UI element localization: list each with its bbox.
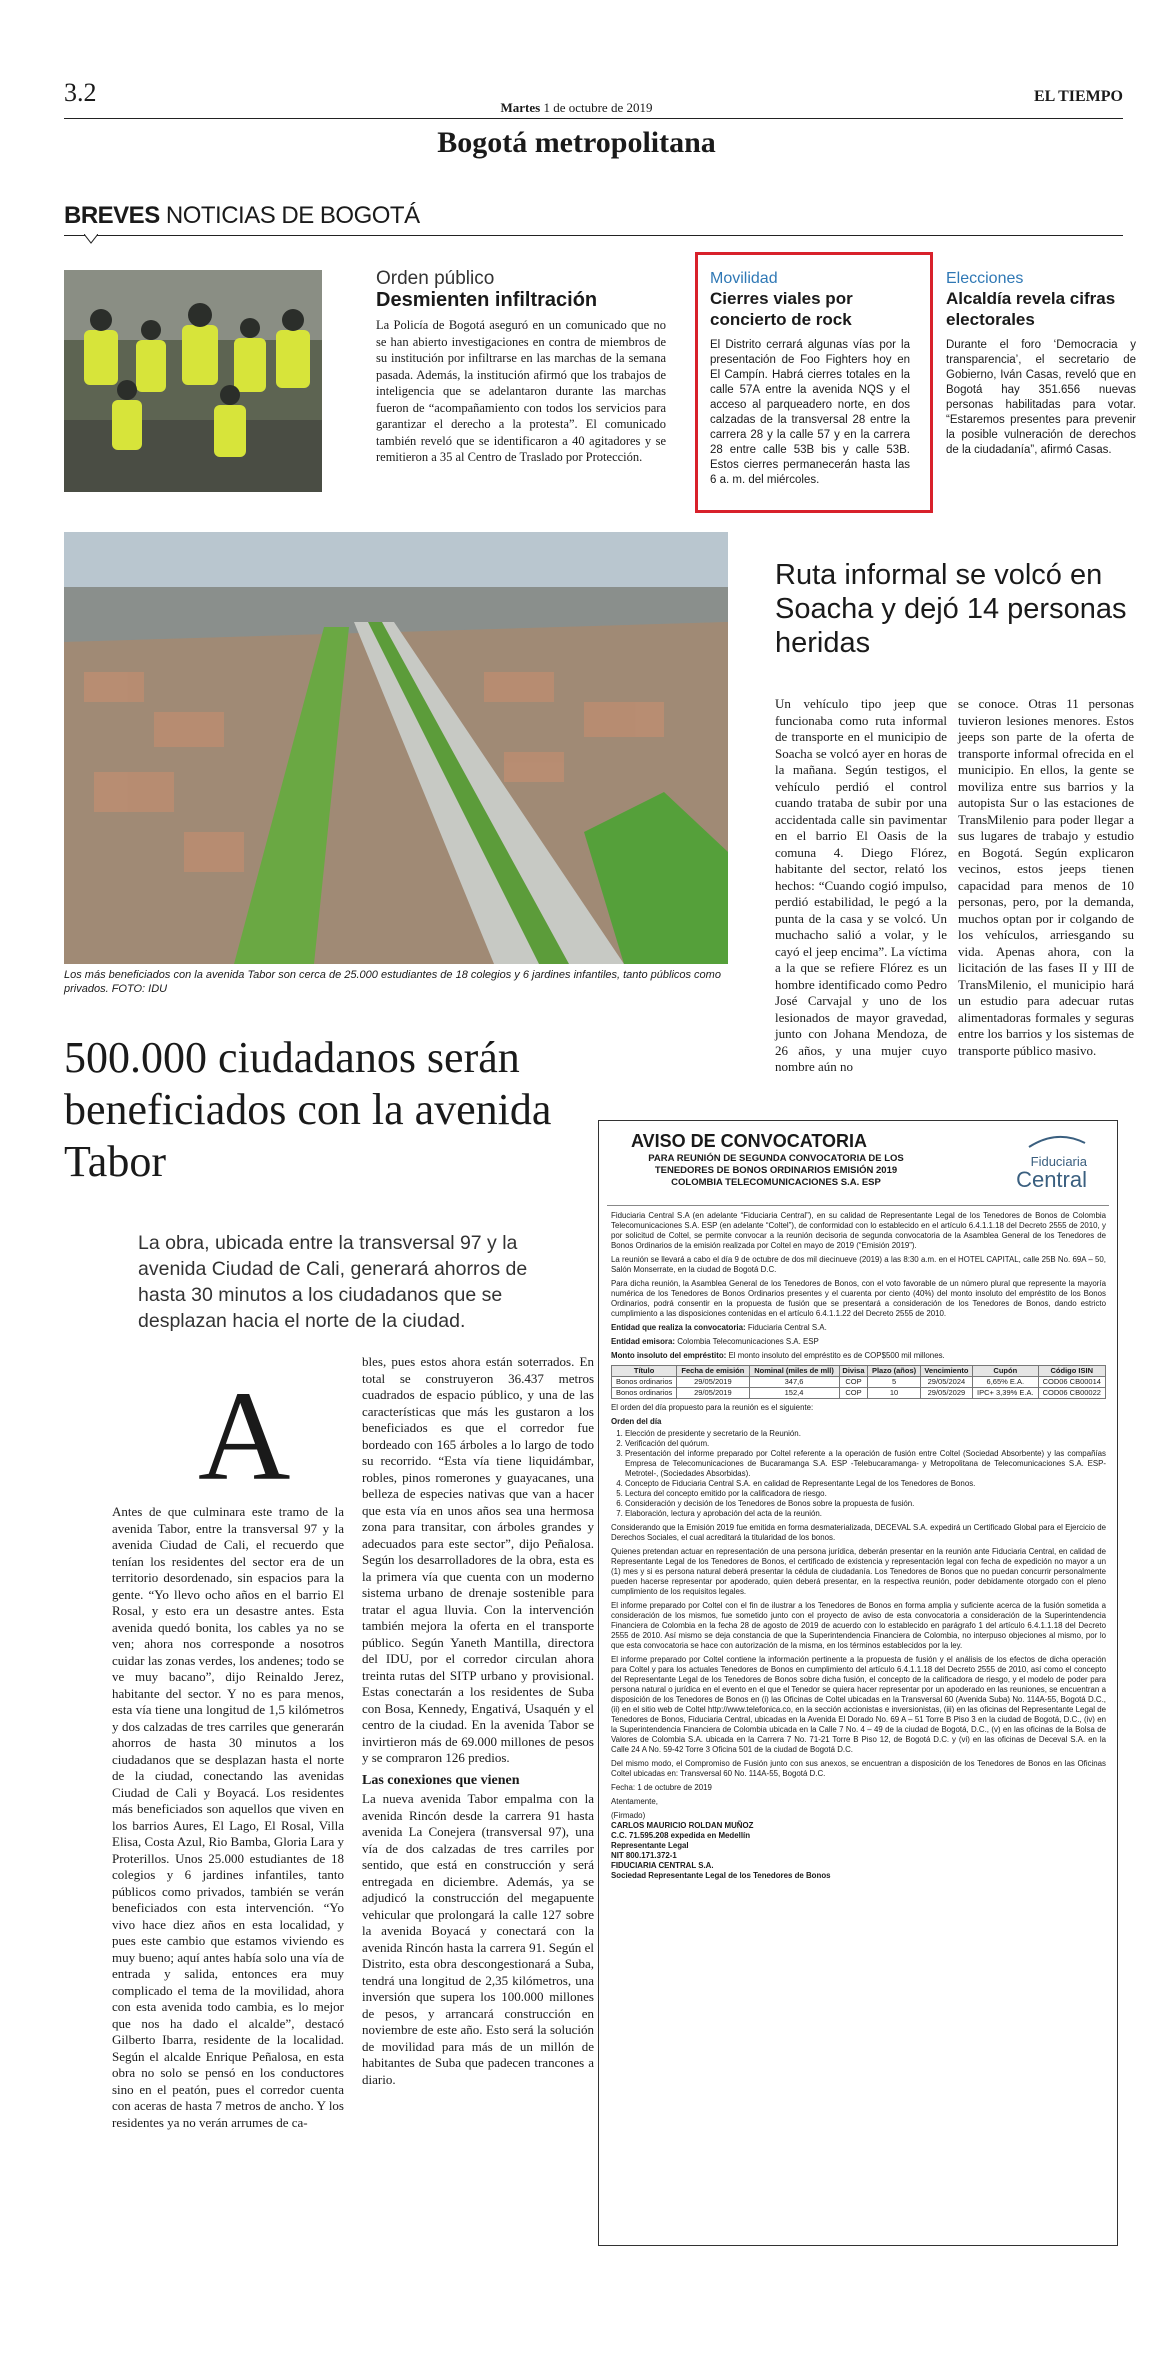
header-rule — [64, 118, 1123, 119]
ad-date: Fecha: 1 de octubre de 2019 — [611, 1783, 712, 1792]
briefs-heading-bold: BREVES — [64, 202, 160, 229]
brief-title: Cierres viales por concierto de rock — [710, 289, 853, 329]
table-cell: 5 — [868, 1377, 920, 1388]
ad-issuer — [611, 1337, 1106, 1347]
ad-nit: NIT 800.171.372-1 — [611, 1851, 677, 1860]
agenda-item: 5. Lectura del concepto emitido por la calificadora de riesgo. — [625, 1489, 1106, 1499]
table-cell: Bonos ordinarios — [612, 1388, 677, 1399]
tabor-subheading: Las conexiones que vienen — [362, 1772, 520, 1788]
agenda-intro: El orden del día propuesto para la reunión es el siguiente: — [611, 1403, 814, 1412]
brief-elections — [946, 270, 1136, 458]
ad-role: Representante Legal — [611, 1841, 689, 1850]
ad-subtitle: PARA REUNIÓN DE SEGUNDA CONVOCATORIA DE LOS TENEDORES DE BONOS ORDINARIOS EMISIÓN 2019 COLOMBIA TELECOMUNICACIONES S.A. ESP — [648, 1153, 904, 1188]
tabor-column-2 — [362, 1354, 594, 2088]
brief-category: Orden público — [376, 268, 495, 289]
date-weekday: Martes — [500, 100, 541, 115]
table-cell: 10 — [868, 1388, 920, 1399]
ad-company: FIDUCIARIA CENTRAL S.A. — [611, 1861, 714, 1870]
table-cell: 347,6 — [749, 1377, 839, 1388]
avenida-tabor-photo — [64, 532, 728, 964]
agenda-item: 6. Consideración y decisión de los Tenedores de Bonos sobre la propuesta de fusión. — [625, 1499, 1106, 1509]
police-photo — [64, 270, 322, 492]
ad-paragraph: Quienes pretendan actuar en representación de una persona jurídica, deberán presentar en la reunión ante Fiduciaria Central, en calidad de Representante Legal de los Tenedores de Bonos, el certificado de existencia y representación legal con fecha de expedición no mayor a un (1) mes y si es persona natural deberá presentar la cédula de ciudadanía. Los Tenedores de Bonos que no puedan concurrir personalmente pueden hacerse representar por apoderado, quien deberá presentar, en la respectiva reunión, poder debidamente otorgado con el pleno cumplimiento de los requisitos legales. — [611, 1547, 1106, 1596]
ad-company-role: Sociedad Representante Legal de los Tenedores de Bonos — [611, 1871, 831, 1880]
table-cell: COD06 CB00014 — [1038, 1377, 1105, 1388]
table-header: Fecha de emisión — [677, 1366, 749, 1377]
ad-paragraph: Fiduciaria Central S.A (en adelante “Fiduciaria Central”), en su calidad de Representante Legal de los Tenedores de Bonos de Colombia Telecomunicaciones S.A. ESP (en adelante “Coltel”), de conformidad con lo establecido en el artículo 6.4.1.1.18 del Decreto 2555 de 2010, y por solicitud de Coltel, se permite convocar a la reunión decisoria de segunda convocatoria de la Asamblea General de los Tenedores de Bonos Ordinarios de la emisión realizada por Coltel en mayo de 2019 (“Emisión 2019”). — [611, 1211, 1106, 1250]
table-cell: 29/05/2019 — [677, 1388, 749, 1399]
issuer-label: Entidad emisora: — [611, 1337, 676, 1346]
soacha-column-2: se conoce. Otras 11 personas tuvieron lesiones menores. Estos jeeps son parte de la oferta de transporte informal ofrecida en el municipio. En ellos, la gente se moviliza entre sus barrios y la autopista Sur o las estaciones de TransMilenio para poder llegar a sus lugares de trabajo y estudio en Bogotá. Según explicaron vecinos, estos jeeps tienen capacidad para menos de 10 personas, pero, por la demanda, muchos optan por ir colgando de los vehículos, arriesgando su vida. Apenas ahora, con la licitación de las fases II y III de TransMilenio, el municipio hará un estudio para adecuar rutas alimentadoras formales y seguras entre los barrios y los sistemas de transporte público masivo. — [958, 696, 1134, 1058]
brief-body: Durante el foro ‘Democracia y transparencia’, el secretario de Gobierno, Iván Casas, reveló que en Bogotá hay 351.656 nuevas personas habilitadas para votar. “Estaremos presentes para prevenir la posible vulneración de derechos de la ciudadanía”, afirmó Casas. — [946, 339, 1136, 456]
bond-table — [611, 1365, 1106, 1399]
ad-rule — [607, 1205, 1109, 1206]
briefs-heading — [64, 202, 420, 230]
table-header: Divisa — [839, 1366, 868, 1377]
amount-value: El monto insoluto del empréstito es de COP$500 mil millones. — [728, 1351, 945, 1360]
agenda-item: 2. Verificación del quórum. — [625, 1439, 1106, 1449]
brief-body: El Distrito cerrará algunas vías por la presentación de Foo Fighters hoy en El Campín. Habrá cierres totales en la calle 57A entre la avenida NQS y el acceso al parqueadero norte, en dos calzadas de la transversal 28 entre la carrera 28 y la calle 57 y en la carrera 28 entre calle 53B bis y calle 53B. Estos cierres permanecerán hasta las 6 a. m. del miércoles. — [710, 339, 910, 486]
table-cell: 6,65% E.A. — [973, 1377, 1038, 1388]
table-row — [612, 1377, 1106, 1388]
brief-title: Desmienten infiltración — [376, 289, 598, 311]
ad-signed: (Firmado) — [611, 1811, 646, 1820]
table-cell: COD06 CB00022 — [1038, 1388, 1105, 1399]
table-header: Código ISIN — [1038, 1366, 1105, 1377]
table-header: Título — [612, 1366, 677, 1377]
ad-paragraph: La reunión se llevará a cabo el día 9 de octubre de dos mil diecinueve (2019) a las 8:30 a.m. en el HOTEL CAPITAL, calle 25B No. 69A – 50, Salón Monserrate, en la ciudad de Bogotá D.C. — [611, 1255, 1106, 1274]
table-cell: 29/05/2019 — [677, 1377, 749, 1388]
table-header-row — [612, 1366, 1106, 1377]
soacha-headline: Ruta informal se volcó en Soacha y dejó 14 personas heridas — [775, 559, 1127, 659]
ad-title: AVISO DE CONVOCATORIA — [631, 1131, 868, 1151]
briefs-notch — [84, 234, 98, 244]
ad-paragraph: Para dicha reunión, la Asamblea General de los Tenedores de Bonos, con el voto favorable de un número plural que represente la mayoría numérica de los Tenedores de Bonos Ordinarios presentes y el cuarenta por ciento (40%) del monto insoluto del empréstito de los Bonos Ordinarios, podrá consentir en la propuesta de fusión que se presentará a consideración de los Tenedores de Bonos, dando estricto cumplimiento a las disposiciones contenidas en el artículo 6.4.1.1.22 del Decreto 2555 de 2010. — [611, 1279, 1106, 1318]
ad-body — [611, 1211, 1106, 1881]
ad-paragraph: Del mismo modo, el Compromiso de Fusión junto con sus anexos, se encuentran a disposición de los Tenedores de Bonos en las Oficinas Coltel ubicadas en: Transversal 60 No. 114A-55, Bogotá D.C. — [611, 1759, 1106, 1778]
table-header: Nominal (miles de mll) — [749, 1366, 839, 1377]
brief-category: Movilidad — [710, 270, 778, 287]
ad-signer: CARLOS MAURICIO ROLDAN MUÑOZ — [611, 1821, 754, 1830]
table-cell: COP — [839, 1377, 868, 1388]
entity-label: Entidad que realiza la convocatoria: — [611, 1323, 746, 1332]
page-number: 3.2 — [64, 78, 97, 107]
tabor-column-1: Antes de que culminara este tramo de la avenida Tabor, entre la transversal 97 y la avenida Ciudad de Cali, el recuerdo que tenían los residentes del sector era de un territorio desordenado, sin espacios para la gente. “Yo llevo ocho años en el barrio El Rosal, y esto era un desastre antes. Esta avenida quedó bonita, los cables ya no se ven; ahora nos corresponde a nosotros cuidar las zonas verdes, los andenes; todo se ve muy bacano”, dijo Reinaldo Jerez, habitante del sector. Y no es para menos, esta vía tiene una longitud de 1,5 kilómetros y dos calzadas de tres carriles que generarán ahorros de hasta 30 minutos a los ciudadanos que se desplazan hasta el norte de la ciudad, conectando las avenidas Ciudad de Cali y Boyacá. Los residentes más beneficiados son aquellos que viven en los barrios Aures, El Lago, El Rosal, Villa Elisa, Costa Azul, Rio Bamba, Gloria Lara y Proterillos. Unos 25.000 estudiantes de 18 colegios y 6 jardines infantiles, tanto públicos como privados, también se verán beneficiados con esta intervención. “Yo vivo hace diez años en esta localidad, y pues este cambio que estamos viviendo es muy bueno; aquí antes había solo una vía de entrada y salida, entonces era muy complicado el tema de la movilidad, ahora con esta avenida todo cambia, es lo mejor que nos ha dado el alcalde”, destacó Gilberto Ibarra, residente de la localidad. Según el alcalde Enrique Peñalosa, en esta obra no solo se pensó en los conductores sino en el peatón, pues el corredor cuenta con aceras de hasta 7 metros de ancho. Y los residentes ya no verán arrumes de ca- — [112, 1504, 344, 2130]
agenda-item: 4. Concepto de Fiduciaria Central S.A. en calidad de Representante Legal de los Tenedores de Bonos. — [625, 1479, 1106, 1489]
table-cell: COP — [839, 1388, 868, 1399]
agenda-title: Orden del día — [611, 1417, 662, 1426]
fiduciaria-logo — [997, 1135, 1087, 1191]
table-cell: IPC+ 3,39% E.A. — [973, 1388, 1038, 1399]
issuer-value: Colombia Telecomunicaciones S.A. ESP — [677, 1337, 819, 1346]
tabor-lead: La obra, ubicada entre la transversal 97 y la avenida Ciudad de Cali, generará ahorros de hasta 30 minutos a los ciudadanos que se desplazan hacia el norte de la ciudad. — [138, 1232, 528, 1332]
brief-body: La Policía de Bogotá aseguró en un comunicado que no se han abierto investigaciones en contra de miembros de su institución por infiltrarse en las marchas de la semana pasada. Además, la institución afirmó que los trabajos de inteligencia que se adelantaron durante las marchas fueron de “acompañamiento con todos los servicios para garantizar el derecho a la protesta”. El comunicado también reveló que se identificaron a 40 agitadores y se remitieron a 35 al Centro de Traslado por Protección. — [376, 318, 666, 464]
ad-signer-id: C.C. 71.595.208 expedida en Medellín — [611, 1831, 751, 1840]
ad-paragraph: El informe preparado por Coltel con el fin de ilustrar a los Tenedores de Bonos en forma amplia y suficiente acerca de la fusión sometida a consideración de los mismos, fue sometido junto con el proyecto de aviso de esta convocatoria a consideración de la Superintendencia Financiera de Colombia en la fecha 28 de agosto de 2019 de acuerdo con lo establecido en parágrafo 1 del artículo 6.4.1.1.18 del Decreto 2555 de 2010. Así mismo se deja constancia de que la Superintendencia Financiera de Colombia, no interpuso objeciones al mismo, por lo que esta convocatoria se hace con autorización de la misma, en los términos establecidos por la ley. — [611, 1601, 1106, 1650]
table-cell: Bonos ordinarios — [612, 1377, 677, 1388]
table-cell: 152,4 — [749, 1388, 839, 1399]
table-cell: 29/05/2029 — [920, 1388, 972, 1399]
ad-paragraph: El informe preparado por Coltel contiene la información pertinente a la propuesta de fusión y el análisis de los efectos de dicha operación para Coltel y para los actuales Tenedores de Bonos en cumplimiento del artículo 6.4.1.1.18 del Decreto 2555 de 2010, así como el concepto del Representante Legal de los Tenedores de Bonos sobre dicha fusión, el concepto de la calificadora de riesgo, y el modelo de poder para persona natural o jurídica en el evento en el que el Tenedor se quiera hacer representar por un apoderado en las reuniones, se encuentran a disposición de los Tenedores de Bonos en (i) las Oficinas de Coltel ubicadas en la Transversal 60 (Avenida Suba) No. 114A-55, Bogotá D.C., (ii) en el sitio web de Coltel http://www.telefonica.co, en la sección accionistas e inversionistas, (iii) en las oficinas del Representante Legal de Tenedores de Bonos, Fiduciaria Central, ubicadas en la Avenida El Dorado No. 69 A – 51 Torre B Piso 3 en la ciudad de Bogotá, D.C., (iv) en la Superintendencia Financiera de Colombia ubicada en la Calle 7 No. 4 – 49 de la ciudad de Bogotá, D.C., (v) en las oficinas de la Bolsa de Valores de Colombia S.A. ubicada en la Carrera 7 No. 71-21 Torre B Piso 12, de Bogotá D.C. y (vi) en las oficinas de Deceval S.A. en la Calle 24 A No. 59-42 Torre 3 Oficina 501 de la ciudad de Bogotá D.C. — [611, 1655, 1106, 1754]
issue-date — [0, 100, 1153, 116]
drop-cap: A — [198, 1365, 291, 1507]
table-header: Vencimiento — [920, 1366, 972, 1377]
agenda-item: 3. Presentación del informe preparado por Coltel referente a la operación de fusión entre Coltel (Sociedad Absorbente) y las compañías Empresa de Telecomunicaciones de Bucaramanga S.A. ESP -Telebucaramanga- y Metropolitana de Telecomunicaciones S.A. ESP-Metrotel-, (Sociedades Absorbidas). — [625, 1449, 1106, 1479]
table-cell: 29/05/2024 — [920, 1377, 972, 1388]
amount-label: Monto insoluto del empréstito: — [611, 1351, 727, 1360]
agenda-item: 1. Elección de presidente y secretario de la Reunión. — [625, 1429, 1106, 1439]
bond-notice-ad — [598, 1120, 1118, 2246]
date-rest: 1 de octubre de 2019 — [543, 100, 653, 115]
tabor-headline: 500.000 ciudadanos serán beneficiados con la avenida Tabor — [64, 1033, 552, 1186]
table-header: Cupón — [973, 1366, 1038, 1377]
brief-public-order — [376, 268, 666, 466]
briefs-heading-rest: NOTICIAS DE BOGOTÁ — [165, 202, 420, 229]
briefs-rule — [64, 235, 1123, 236]
table-row — [612, 1388, 1106, 1399]
entity-value: Fiduciaria Central S.A. — [747, 1323, 827, 1332]
agenda-item: 7. Elaboración, lectura y aprobación del acta de la reunión. — [625, 1509, 1106, 1519]
ad-closing: Atentamente, — [611, 1797, 658, 1806]
tabor-column-2-part-a: bles, pues estos ahora están soterrados. En total se construyeron 36.437 metros cuadrados de espacio público, y una de las características que más les gustaron a los beneficiados es que el corredor fue bordeado con 165 árboles a lo largo de todo su recorrido. “Esta vía tiene liquidámbar, robles, pinos romerones y guayacanes, una belleza de especies nativas que van a hacer que esta vía en unos años sea una hermosa zona para transitar, con árboles grandes y adecuados para este sector”, dijo Peñalosa. Según los desarrolladores de la obra, esta es la primera vía que cuenta con un moderno sistema urbano de drenaje sostenible para tratar el agua lluvia. Con la intervención también mejora la oferta en el transporte público. Según Yaneth Mantilla, directora del IDU, por el corredor circulan ahora treinta rutas del SITP urbano y provisional. Estas conectarán a los residentes de Suba con Bosa, Kennedy, Engativá, Usaquén y el centro de la ciudad. En la avenida Tabor se invirtieron más de 69.000 millones de pesos y se compraron 126 predios. — [362, 1354, 594, 1765]
logo-text-bottom: Central — [1016, 1167, 1087, 1192]
table-header: Plazo (años) — [868, 1366, 920, 1377]
tabor-column-2-part-b: La nueva avenida Tabor empalma con la avenida Rincón desde la carrera 91 hasta avenida La Conejera (transversal 97), una vía de dos calzadas de tres carriles por sentido, que está en construcción y será entregada en diciembre. Además, ya se adjudicó la construcción del megapuente vehicular que prolongará la calle 127 sobre la avenida Boyacá y conectará con la avenida Rincón hasta la carrera 91. Según el Distrito, esta obra descongestionará a Suba, tendrá una longitud de 2,35 kilómetros, una inversión que supera los 100.000 millones de pesos, y arrancará construcción en noviembre de este año. Esto será la solución de movilidad para más de un millón de habitantes de Suba que padecen trancones a diario. — [362, 1791, 594, 2087]
soacha-column-1: Un vehículo tipo jeep que funcionaba como ruta informal de transporte en el municipio de Soacha se volcó ayer en horas de la mañana. Según testigos, el vehículo perdió el control cuando trataba de subir por una accidentada calle sin pavimentar en el barrio El Oasis de la comuna 4. Diego Flórez, habitante del sector, relató los hechos: “Cuando cogió impulso, perdió estabilidad, le pegó a la punta de la casa y se volcó. Un muchacho salió a volar, y le cayó el jeep encima”. La víctima a la que se refiere Flórez es un hombre identificado como Pedro José Carvajal y uno de los lesionados de mayor gravedad, junto con Johana Mendoza, de 26 años, y una mujer cuyo nombre aún no — [775, 696, 947, 1074]
newspaper-name: EL TIEMPO — [1033, 88, 1123, 105]
logo-swoosh-icon — [1027, 1135, 1087, 1149]
logo-text-top: Fiduciaria — [1030, 1154, 1087, 1169]
brief-title: Alcaldía revela cifras electorales — [946, 289, 1116, 329]
brief-mobility — [710, 270, 910, 488]
ad-entity — [611, 1323, 1106, 1333]
photo-caption: Los más beneficiados con la avenida Tabor son cerca de 25.000 estudiantes de 18 colegios y 6 jardines infantiles, tanto públicos como privados. FOTO: IDU — [64, 969, 721, 995]
agenda-list — [625, 1429, 1106, 1519]
brief-category: Elecciones — [946, 270, 1024, 287]
ad-amount — [611, 1351, 1106, 1361]
section-title: Bogotá metropolitana — [437, 126, 716, 159]
ad-paragraph: Considerando que la Emisión 2019 fue emitida en forma desmaterializada, DECEVAL S.A. expedirá un Certificado Global para el Ejercicio de Derechos Sociales, el cual acreditará la titularidad de los bonos. — [611, 1523, 1106, 1542]
